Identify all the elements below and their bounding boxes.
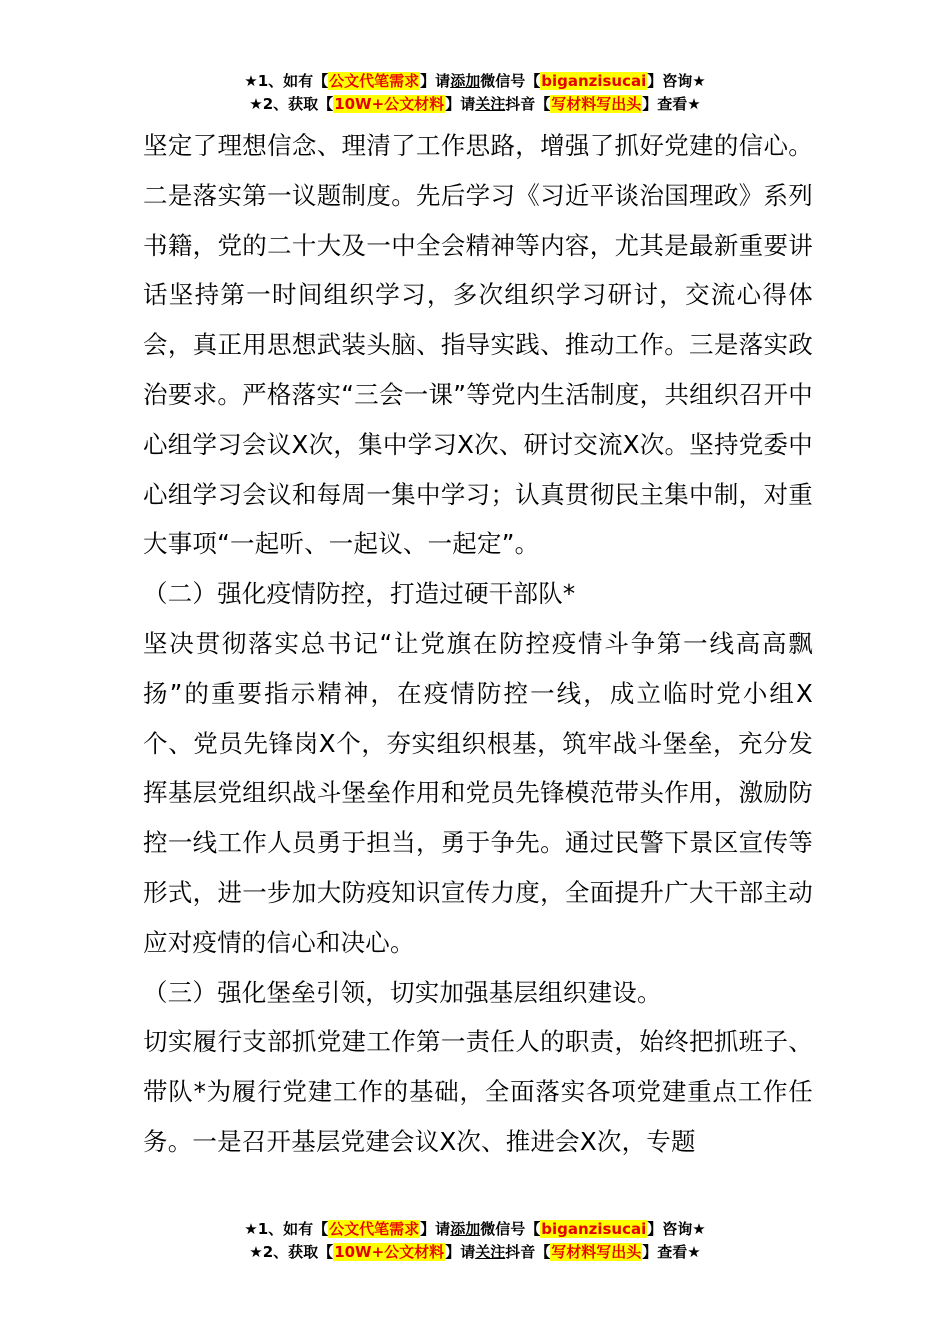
banner-text: 】咨询★ xyxy=(647,72,706,90)
header-banner xyxy=(0,70,950,116)
banner-text: 】请 xyxy=(445,1243,476,1261)
banner-text: ★1、如有【 xyxy=(244,1220,329,1238)
banner-underline: 添加 xyxy=(450,1220,481,1238)
banner-underline: 关注 xyxy=(475,1243,506,1261)
highlight-douyin-id: 写材料写出头 xyxy=(551,95,642,113)
banner-text: 】查看★ xyxy=(642,95,701,113)
banner-text: 微信号【 xyxy=(480,72,541,90)
banner-underline: 关注 xyxy=(475,95,506,113)
banner-text: 】请 xyxy=(420,72,451,90)
section-heading: （三）强化堡垒引领，切实加强基层组织建设。 xyxy=(143,977,662,1007)
paragraph: 坚决贯彻落实总书记“让党旗在防控疫情斗争第一线高高飘扬”的重要指示精神，在疫情防控一线，成立临时党小组X个、党员先锋岗X个，夯实组织根基，筑牢战斗堡垒，充分发挥基层党组织战斗堡垒作用和党员先锋模范带头作用，激励防控一线工作人员勇于担当，勇于争先。通过民警下景区宣传等形式，进一步加大防疫知识宣传力度，全面提升广大干部主动应对疫情的信心和决心。 xyxy=(143,628,813,957)
paragraph: 切实履行支部抓党建工作第一责任人的职责，始终把抓班子、带队*为履行党建工作的基础，全面落实各项党建重点工作任务。一是召开基层党建会议X次、推进会X次，专题 xyxy=(143,1027,813,1156)
banner-text: ★2、获取【 xyxy=(249,1243,334,1261)
footer-banner xyxy=(0,1218,950,1264)
banner-text: 】查看★ xyxy=(642,1243,701,1261)
banner-text: 】请 xyxy=(445,95,476,113)
highlight-materials: 10W+公文材料 xyxy=(334,1243,445,1261)
highlight-wechat-id: biganzisucai xyxy=(541,1220,647,1238)
banner-text: 】请 xyxy=(420,1220,451,1238)
banner-text: ★2、获取【 xyxy=(249,95,334,113)
highlight-service: 公文代笔需求 xyxy=(329,72,420,90)
banner-line-2 xyxy=(0,93,950,116)
banner-text: 】咨询★ xyxy=(647,1220,706,1238)
banner-line-1 xyxy=(0,70,950,93)
banner-line-1 xyxy=(0,1218,950,1241)
banner-text: ★1、如有【 xyxy=(244,72,329,90)
highlight-materials: 10W+公文材料 xyxy=(334,95,445,113)
paragraph: 坚定了理想信念、理清了工作思路，增强了抓好党建的信心。二是落实第一议题制度。先后学习《习近平谈治国理政》系列书籍，党的二十大及一中全会精神等内容，尤其是最新重要讲话坚持第一时间组织学习，多次组织学习研讨，交流心得体会，真正用思想武装头脑、指导实践、推动工作。三是落实政治要求。严格落实“三会一课”等党内生活制度，共组织召开中心组学习会议X次，集中学习X次、研讨交流X次。坚持党委中心组学习会议和每周一集中学习；认真贯彻民主集中制，对重大事项“一起听、一起议、一起定”。 xyxy=(143,131,813,559)
highlight-wechat-id: biganzisucai xyxy=(541,72,647,90)
banner-text: 抖音【 xyxy=(505,95,551,113)
banner-text: 微信号【 xyxy=(480,1220,541,1238)
document-body xyxy=(143,121,813,1167)
section-heading: （二）强化疫情防控，打造过硬干部队* xyxy=(143,579,576,609)
banner-text: 抖音【 xyxy=(505,1243,551,1261)
banner-underline: 添加 xyxy=(450,72,481,90)
highlight-service: 公文代笔需求 xyxy=(329,1220,420,1238)
highlight-douyin-id: 写材料写出头 xyxy=(551,1243,642,1261)
banner-line-2 xyxy=(0,1241,950,1264)
